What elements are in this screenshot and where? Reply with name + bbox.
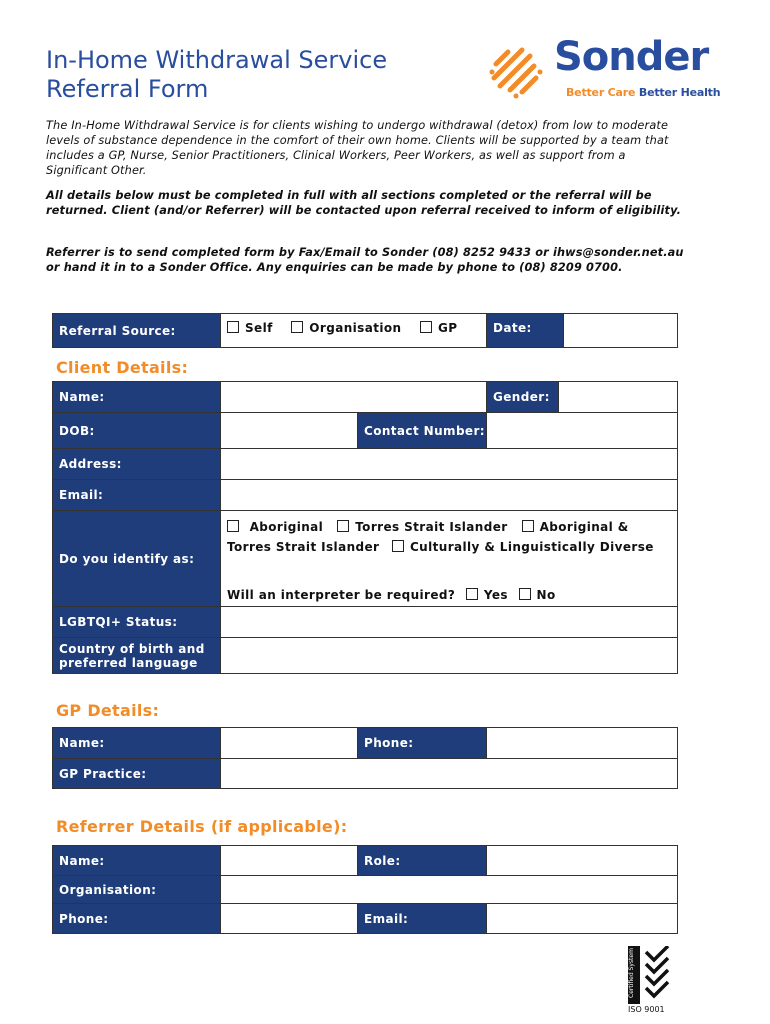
contact-number-field[interactable] (487, 413, 678, 449)
option-cald[interactable]: Culturally & Linguistically Diverse (384, 540, 654, 554)
gp-practice-field[interactable] (221, 759, 678, 789)
gp-phone-field[interactable] (487, 728, 678, 759)
dob-label: DOB: (53, 413, 221, 449)
option-aboriginal-torres-strait[interactable]: Aboriginal & Torres Strait Islander (227, 520, 629, 554)
lgbtqi-field[interactable] (221, 607, 678, 638)
interpreter-no-label: No (536, 588, 556, 602)
referral-source-options (221, 314, 487, 348)
logo-wordmark: Sonder (554, 34, 709, 80)
gp-practice-label: GP Practice: (53, 759, 221, 789)
checkbox-organisation[interactable] (291, 321, 303, 333)
interpreter-question: Will an interpreter be required? (227, 588, 456, 602)
title-line-1: In-Home Withdrawal Service (46, 46, 388, 74)
option-self[interactable]: Self (227, 321, 273, 335)
checkbox-interpreter-yes[interactable] (466, 588, 478, 600)
gp-name-field[interactable] (221, 728, 358, 759)
country-language-label: Country of birth and preferred language (53, 638, 221, 674)
iso-standard-label: ISO 9001 (628, 1005, 665, 1014)
title-line-2: Referral Form (46, 75, 209, 103)
logo-tagline: Better Care Better Health (566, 86, 721, 99)
date-field[interactable] (564, 314, 678, 348)
option-aboriginal[interactable]: Aboriginal (227, 520, 323, 534)
gp-phone-label: Phone: (358, 728, 487, 759)
gp-details-table (52, 727, 678, 789)
referrer-phone-field[interactable] (221, 904, 358, 934)
referrer-name-field[interactable] (221, 846, 358, 876)
option-organisation[interactable]: Organisation (291, 321, 401, 335)
contact-number-label: Contact Number: (358, 413, 487, 449)
date-label: Date: (487, 314, 564, 348)
referrer-email-label: Email: (358, 904, 487, 934)
email-label: Email: (53, 480, 221, 511)
form-title (46, 46, 387, 104)
checkbox-interpreter-no[interactable] (519, 588, 531, 600)
referrer-details-heading: Referrer Details (if applicable): (56, 817, 348, 836)
interpreter-yes-label: Yes (483, 588, 508, 602)
certified-system-text: Certified System (628, 948, 635, 998)
client-name-label: Name: (53, 382, 221, 413)
sonder-logo-mark-icon (486, 42, 550, 102)
checkbox-self[interactable] (227, 321, 239, 333)
submission-instructions: Referrer is to send completed form by Fax/Email to Sonder (08) 8252 9433 or ihws@sonder.net.au or hand it in to a Sonder Office. Any enquiries can be made by phone to (08) 8209 0700. (46, 246, 684, 274)
gp-details-heading: GP Details: (56, 701, 160, 720)
dob-field[interactable] (221, 413, 358, 449)
intro-paragraph: The In-Home Withdrawal Service is for clients wishing to undergo withdrawal (detox) from low to moderate levels of substance dependence in the comfort of their own home. Clients will be supported by a team that includes a GP, Nurse, Senior Practitioners, Clinical Workers, Peer Workers, as well as support from a Significant Other. (46, 119, 669, 177)
sonder-logo (486, 34, 726, 102)
checkbox-aboriginal[interactable] (227, 520, 239, 532)
client-details-heading: Client Details: (56, 358, 189, 377)
referrer-email-field[interactable] (487, 904, 678, 934)
address-field[interactable] (221, 449, 678, 480)
checkbox-aboriginal-torres-strait[interactable] (522, 520, 534, 532)
referral-source-table (52, 313, 678, 348)
email-field[interactable] (221, 480, 678, 511)
completion-notice: All details below must be completed in full with all sections completed or the referral will be returned. Client (and/or Referrer) will be contacted upon referral received to inform of eligibility. (46, 189, 682, 217)
referrer-name-label: Name: (53, 846, 221, 876)
referrer-phone-label: Phone: (53, 904, 221, 934)
gp-name-label: Name: (53, 728, 221, 759)
identify-options (221, 511, 678, 607)
gender-label: Gender: (487, 382, 559, 413)
referral-source-label: Referral Source: (53, 314, 221, 348)
checkbox-cald[interactable] (392, 540, 404, 552)
referrer-organisation-field[interactable] (221, 876, 678, 904)
checkbox-torres-strait[interactable] (337, 520, 349, 532)
referrer-details-table (52, 845, 678, 934)
client-details-table (52, 381, 678, 674)
referrer-organisation-label: Organisation: (53, 876, 221, 904)
address-label: Address: (53, 449, 221, 480)
gender-field[interactable] (559, 382, 678, 413)
option-torres-strait[interactable]: Torres Strait Islander (337, 520, 507, 534)
referrer-role-field[interactable] (487, 846, 678, 876)
lgbtqi-label: LGBTQI+ Status: (53, 607, 221, 638)
checkbox-gp[interactable] (420, 321, 432, 333)
referrer-role-label: Role: (358, 846, 487, 876)
option-gp[interactable]: GP (420, 321, 457, 335)
client-name-field[interactable] (221, 382, 487, 413)
identify-label: Do you identify as: (53, 511, 221, 607)
interpreter-row (227, 585, 677, 605)
country-language-field[interactable] (221, 638, 678, 674)
